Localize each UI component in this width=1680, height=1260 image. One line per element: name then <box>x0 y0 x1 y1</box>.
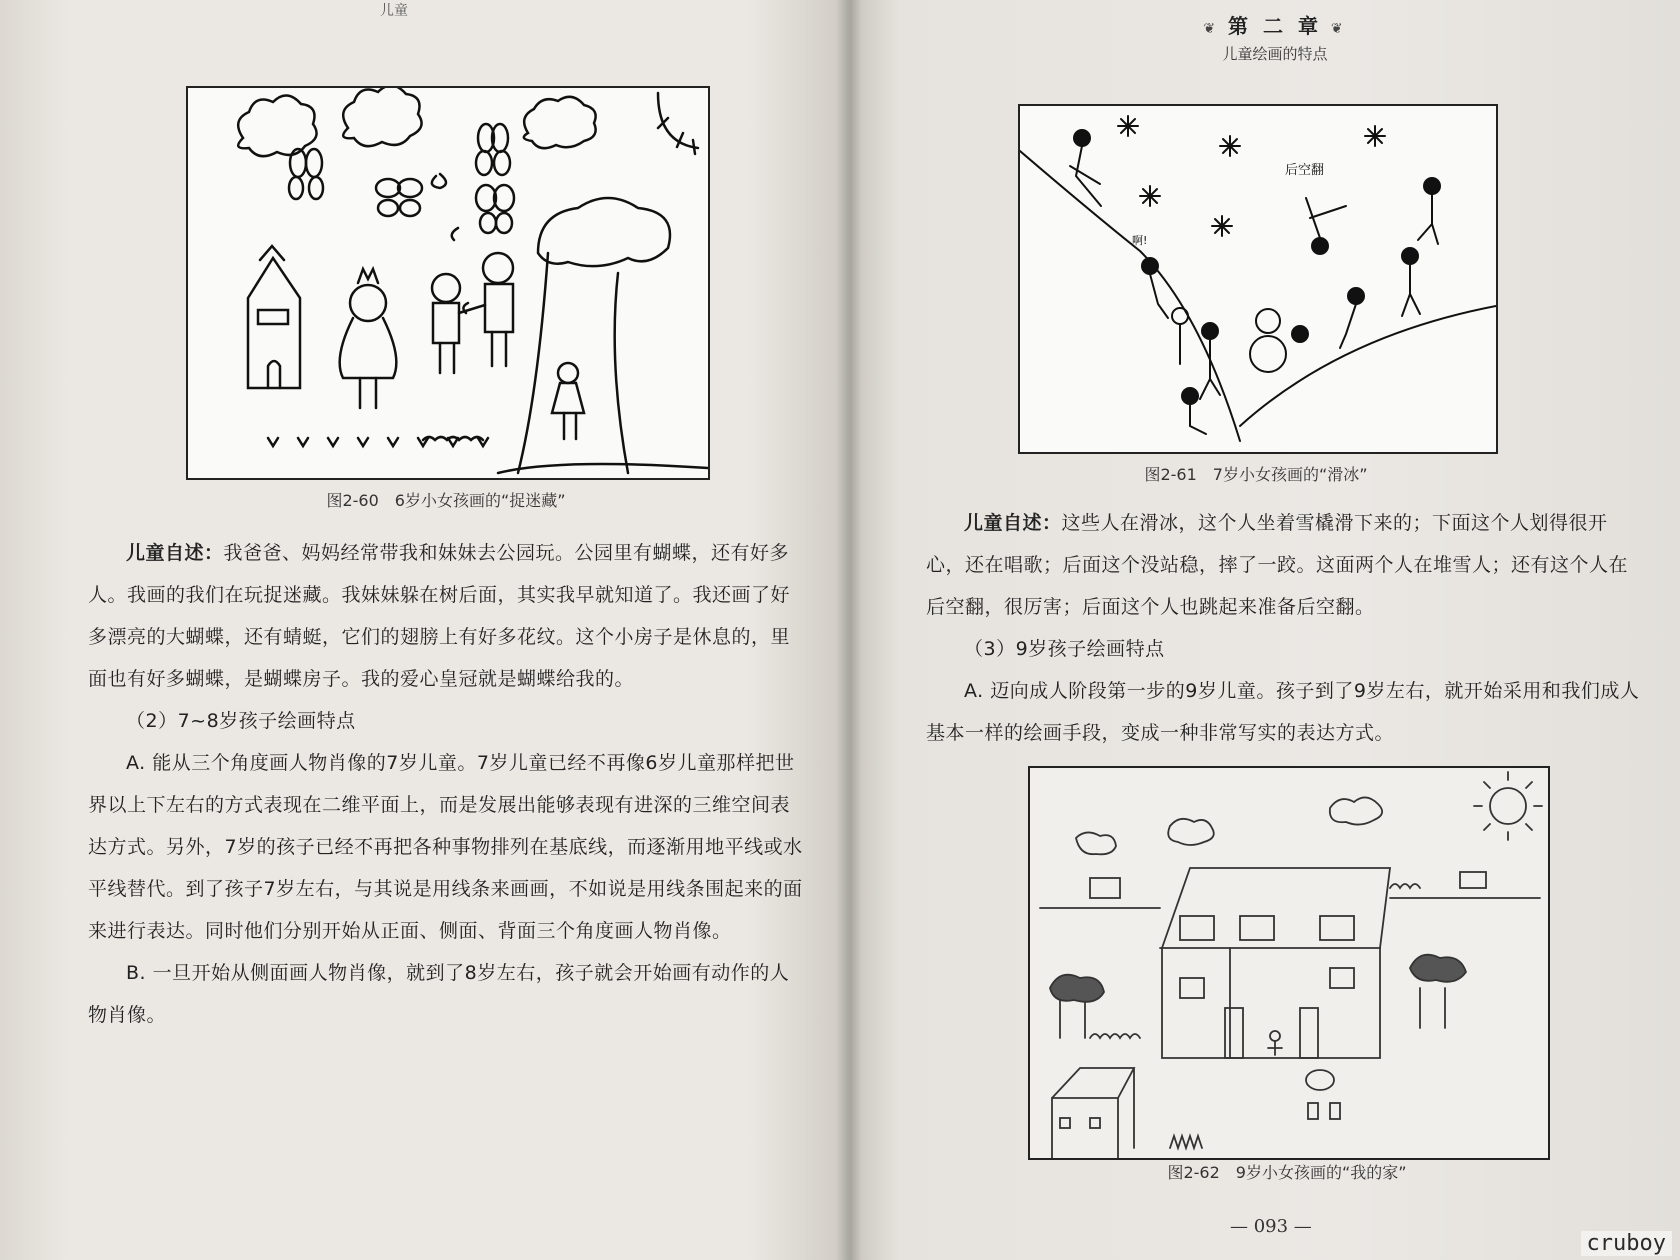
right-page <box>850 0 1680 1260</box>
self-statement-label-right: 儿童自述： <box>964 512 1062 534</box>
right-body-text <box>926 502 1646 754</box>
self-statement-text: 我爸爸、妈妈经常带我和妹妹去公园玩。公园里有蝴蝶，还有好多人。我画的我们在玩捉迷藏。我妹妹躲在树后面，其实我早就知道了。我还画了好多漂亮的大蝴蝶，还有蜻蜓，它们的翅膀上有好多花纹。这个小房子是休息的，里面也有好多蝴蝶，是蝴蝶房子。我的爱心皇冠就是蝴蝶给我的。 <box>88 542 791 690</box>
skating-sketch <box>1020 106 1496 452</box>
running-header-left: 儿童 <box>380 3 408 19</box>
book-gutter <box>836 0 862 1260</box>
chapter-header: ❦ 第 二 章 ❦ 儿童绘画的特点 <box>1200 10 1350 64</box>
chapter-title: 第 二 章 <box>1228 14 1322 38</box>
my-home-sketch <box>1030 768 1548 1158</box>
figure-caption-2-62: 图2-62 9岁小女孩画的“我的家” <box>1167 1163 1407 1182</box>
page-number: — 093 — <box>1230 1216 1312 1237</box>
section-heading-7-8: （2）7~8岁孩子绘画特点 <box>126 710 356 732</box>
section-heading-9: （3）9岁孩子绘画特点 <box>964 638 1165 660</box>
self-statement-label: 儿童自述： <box>126 542 224 564</box>
paragraph-b-8-year: B. 一旦开始从侧面画人物肖像，就到了8岁左右，孩子就会开始画有动作的人物肖像。 <box>88 962 790 1026</box>
watermark: cruboy <box>1581 1231 1672 1256</box>
figure-my-home-drawing <box>1028 766 1550 1160</box>
left-body-text <box>88 532 808 1036</box>
figure-caption-2-61: 图2-61 7岁小女孩画的“滑冰” <box>1144 465 1368 484</box>
hide-and-seek-sketch <box>188 88 708 478</box>
figure1-word-backflip: 后空翻 <box>1285 163 1325 178</box>
self-statement-text-right: 这些人在滑冰，这个人坐着雪橇滑下来的；下面这个人划得很开心，还在唱歌；后面这个没站稳，摔了一跤。这面两个人在堆雪人；还有这个人在后空翻，很厉害；后面这个人也跳起来准备后空翻。 <box>926 512 1629 618</box>
chapter-subtitle: 儿童绘画的特点 <box>1222 45 1328 63</box>
figure-hide-and-seek-drawing <box>186 86 710 480</box>
figure1-word-exclaim: 啊! <box>1132 234 1148 247</box>
figure-caption-2-60: 图2-60 6岁小女孩画的“捉迷藏” <box>326 491 566 510</box>
figure-skating-drawing <box>1018 104 1498 454</box>
paragraph-a-7-year: A. 能从三个角度画人物肖像的7岁儿童。7岁儿童已经不再像6岁儿童那样把世界以上下左右的方式表现在二维平面上，而是发展出能够表现有进深的三维空间表达方式。另外，7岁的孩子已经不再把各种事物排列在基底线，而逐渐用地平线或水平线替代。到了孩子7岁左右，与其说是用线条来画画，不如说是用线条围起来的面来进行表达。同时他们分别开始从正面、侧面、背面三个角度画人物肖像。 <box>88 752 803 942</box>
paragraph-a-9-year: A. 迈向成人阶段第一步的9岁儿童。孩子到了9岁左右，就开始采用和我们成人基本一样的绘画手段，变成一种非常写实的表达方式。 <box>926 680 1640 744</box>
